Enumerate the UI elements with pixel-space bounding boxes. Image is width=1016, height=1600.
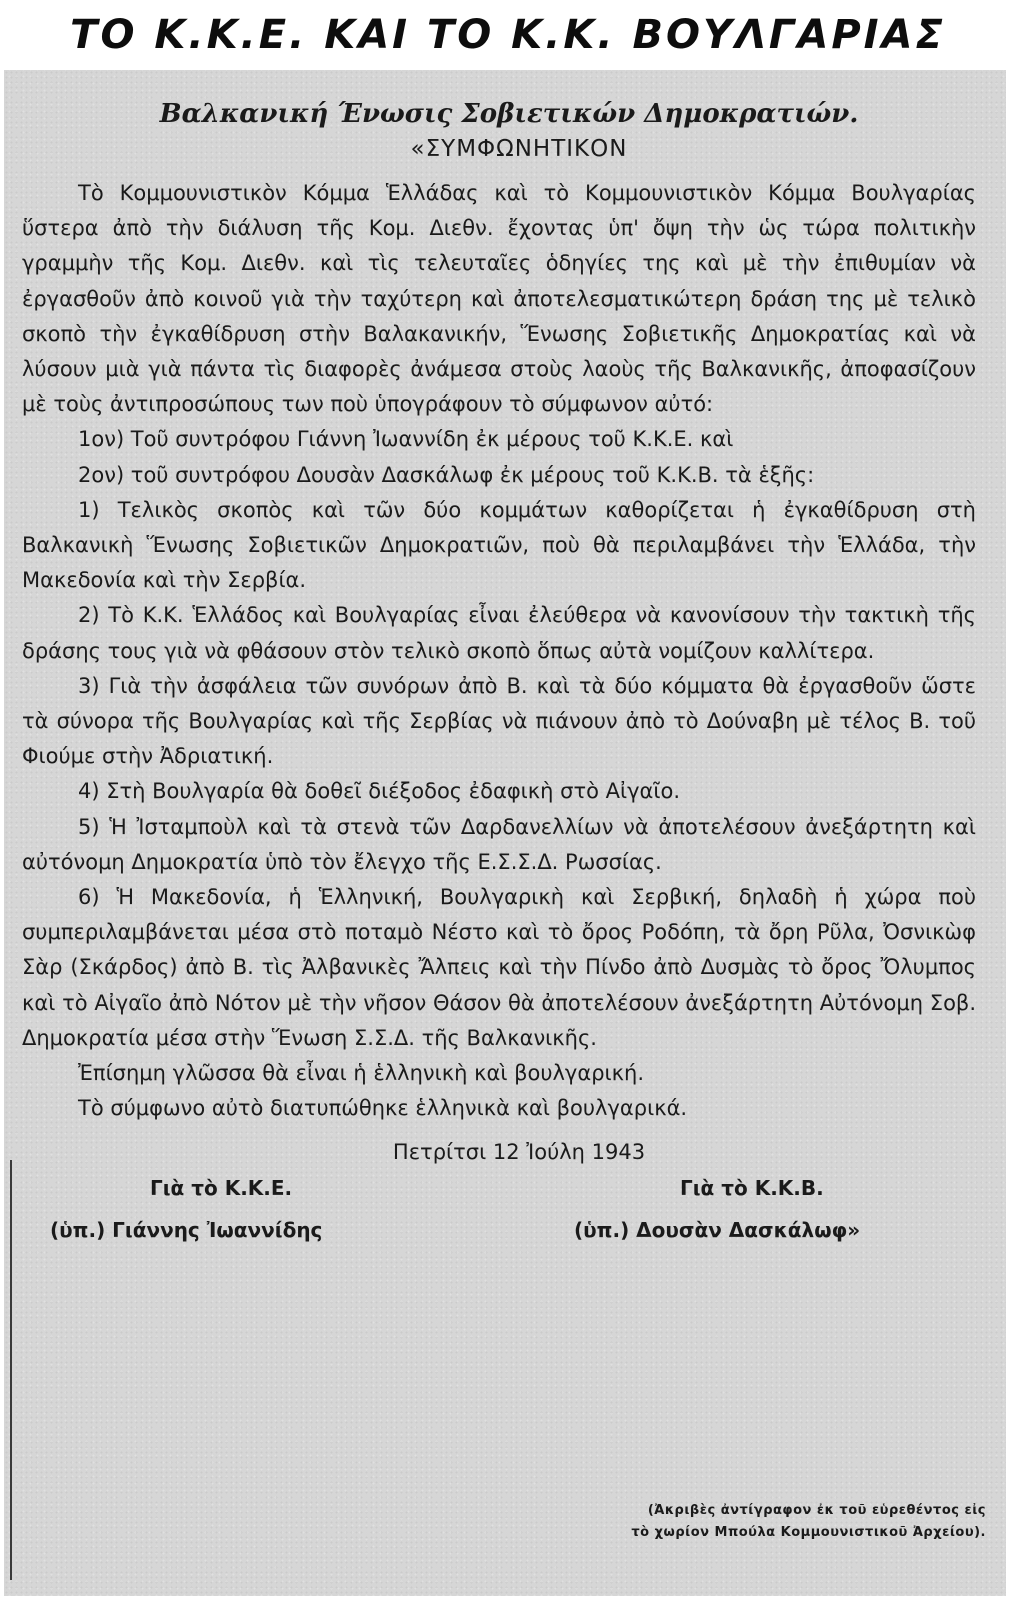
point-1: 1) Τελικὸς σκοπὸς καὶ τῶν δύο κομμάτων καθορίζεται ἡ ἐγκαθίδρυση στὴ Βαλκανικὴ Ἕνωσης Σοβιετικῶν Δημοκρατιῶν, ποὺ θὰ περιλαμβάνει τὴν Ἑλλάδα, τὴν Μακεδονία καὶ τὴν Σερβία. [22,497,976,593]
point-5: 5) Ἡ Ἰσταμποὺλ καὶ τὰ στενὰ τῶν Δαρδανελλίων νὰ ἀποτελέσουν ἀνεξάρτητη καὶ αὐτόνομη Δημοκρατία ὑπὸ τὸν ἔλεγχο τῆς Ε.Σ.Σ.Δ. Ρωσσίας. [22,814,976,874]
signature-left-party: Γιὰ τὸ Κ.Κ.Ε. [150,1176,293,1201]
signature-right-party: Γιὰ τὸ Κ.Κ.Β. [680,1176,824,1201]
drafted-line: Τὸ σύμφωνο αὐτὸ διατυπώθηκε ἑλληνικὰ καὶ βουλγαρικά. [78,1096,688,1121]
official-language-line: Ἐπίσημη γλῶσσα θὰ εἶναι ἡ ἑλληνικὴ καὶ βουλγαρική. [78,1061,644,1086]
intro-paragraph: Τὸ Κομμουνιστικὸν Κόμμα Ἑλλάδας καὶ τὸ Κομμουνιστικὸν Κόμμα Βουλγαρίας ὕστερα ἀπὸ τὴν διάλυση τῆς Κομ. Διεθν. ἔχοντας ὑπ' ὄψη τὴν ὡς τώρα πολιτικὴν γραμμὴν τῆς Κομ. Διεθν. καὶ τὶς τελευταῖες ὁδηγίες της καὶ μὲ τὴν ἐπιθυμίαν νὰ ἐργασθοῦν ἀπὸ κοινοῦ γιὰ τὴν ταχύτερη καὶ ἀποτελεσματικώτερη δράση της μὲ τελικὸ σκοπὸ τὴν ἐγκαθίδρυση στὴν Βαλακανικήν, Ἕνωσης Σοβιετικῆς Δημοκρατίας καὶ νὰ λύσουν μιὰ γιὰ πάντα τὶς διαφορὲς ἀνάμεσα στοὺς λαοὺς τῆς Βαλκανικῆς, ἀποφασίζουν μὲ τοὺς ἀντιπροσώπους των ποὺ ὑπογράφουν τὸ σύμφωνον αὐτό: [22,181,976,417]
source-note [631,1500,986,1544]
margin-rule [10,1160,12,1580]
signatures-block [22,1174,976,1270]
point-4: 4) Στὴ Βουλγαρία θὰ δοθεῖ διέξοδος ἐδαφικὴ στὸ Αἰγαῖο. [78,779,680,804]
source-note-line-1: (Ἀκριβὲς ἀντίγραφον ἐκ τοῦ εὑρεθέντος εἰς [647,1503,986,1518]
source-note-line-2: τὸ χωρίον Μπούλα Κομμουνιστικοῦ Ἀρχείου). [631,1525,986,1540]
newspaper-clipping [4,70,1006,1596]
point-2: 2) Τὸ Κ.Κ. Ἑλλάδος καὶ Βουλγαρίας εἶναι ἐλεύθερα νὰ κανονίσουν τὴν τακτικὴ τῆς δράσης τους γιὰ νὰ φθάσουν στὸν τελικὸ σκοπὸ ὅπως αὐτὰ νομίζουν καλλίτερα. [22,603,976,663]
signature-right-name: (ὑπ.) Δουσὰν Δασκάλωφ» [574,1218,861,1243]
representative-2: 2ον) τοῦ συντρόφου Δουσὰν Δασκάλωφ ἐκ μέρους τοῦ Κ.Κ.Β. τὰ ἑξῆς: [78,462,815,487]
signature-left-name: (ὑπ.) Γιάννης Ἰωαννίδης [50,1218,323,1243]
clipping-subtitle: Βαλκανική Ένωσις Σοβιετικών Δημοκρατιών. [159,99,859,129]
point-6: 6) Ἡ Μακεδονία, ἡ Ἑλληνική, Βουλγαρικὴ καὶ Σερβική, δηλαδὴ ἡ χώρα ποὺ συμπεριλαμβάνεται μέσα στὸ ποταμὸ Νέστο καὶ τὸ ὄρος Ροδόπη, τὰ ὄρη Ρῦλα, Ὀσνικὼφ Σὰρ (Σκάρδος) ἀπὸ Β. τὶς Ἀλβανικὲς Ἄλπεις καὶ τὴν Πίνδο ἀπὸ Δυσμὰς τὸ ὄρος Ὄλυμπος καὶ τὸ Αἰγαῖο ἀπὸ Νότον μὲ τὴν νῆσον Θάσον θὰ ἀποτελέσουν ἀνεξάρτητη Αὐτόνομη Σοβ. Δημοκρατία μέσα στὴν Ἕνωση Σ.Σ.Δ. τῆς Βαλκανικῆς. [22,885,976,1050]
page-header-title: ΤΟ Κ.Κ.Ε. ΚΑΙ ΤΟ Κ.Κ. ΒΟΥΛΓΑΡΙΑΣ [70,12,946,58]
representative-1: 1ον) Τοῦ συντρόφου Γιάννη Ἰωαννίδη ἐκ μέρους τοῦ Κ.Κ.Ε. καὶ [78,427,734,452]
point-3: 3) Γιὰ τὴν ἀσφάλεια τῶν συνόρων ἀπὸ Β. καὶ τὰ δύο κόμματα θὰ ἐργασθοῦν ὥστε τὰ σύνορα τῆς Βουλγαρίας καὶ τῆς Σερβίας νὰ πιάνουν ἀπὸ τὸ Δούναβη μὲ τέλος Β. τοῦ Φιούμε στὴν Ἀδριατική. [22,673,976,769]
document-title: «ΣΥΜΦΩΝΗΤΙΚΟΝ [410,136,628,162]
place-and-date: Πετρίτσι 12 Ἰούλη 1943 [392,1140,646,1165]
